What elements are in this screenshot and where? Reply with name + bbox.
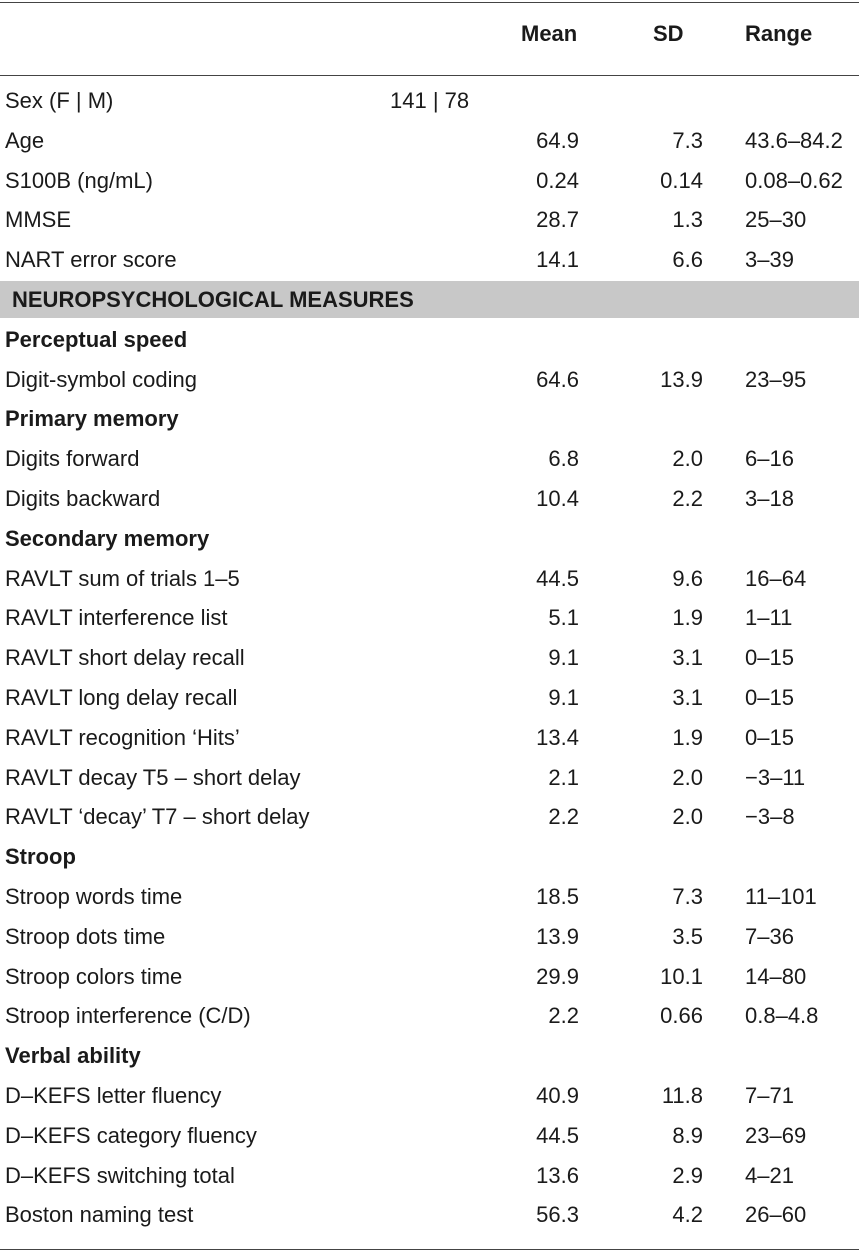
range-cell: 0–15 — [745, 684, 794, 710]
range-cell: 0–15 — [745, 645, 794, 671]
table-row — [0, 240, 859, 280]
sd-cell: 2.0 — [672, 446, 703, 472]
range-cell: 14–80 — [745, 963, 807, 989]
mean-cell: 9.1 — [548, 684, 579, 710]
range-cell: 6–16 — [745, 446, 794, 472]
row-label: NART error score — [5, 247, 177, 273]
row-label: RAVLT decay T5 – short delay — [5, 764, 301, 790]
range-cell: 11–101 — [745, 883, 817, 909]
table-row — [0, 1116, 859, 1156]
row-label: S100B (ng/mL) — [5, 167, 153, 193]
range-cell: 25–30 — [745, 207, 807, 233]
table-row — [0, 598, 859, 638]
mean-cell: 9.1 — [548, 645, 579, 671]
mean-cell: 29.9 — [536, 963, 579, 989]
row-label: RAVLT ‘decay’ T7 – short delay — [5, 804, 310, 830]
row-label: RAVLT long delay recall — [5, 684, 238, 710]
mean-cell: 40.9 — [536, 1082, 579, 1108]
range-cell: 23–69 — [745, 1122, 807, 1148]
table-row — [0, 877, 859, 917]
mean-cell: 2.2 — [548, 804, 579, 830]
range-cell: 16–64 — [745, 565, 807, 591]
sd-cell: 1.9 — [672, 724, 703, 750]
table-row — [0, 718, 859, 758]
range-cell: 4–21 — [745, 1162, 794, 1188]
sd-cell: 0.14 — [660, 167, 703, 193]
sd-cell: 8.9 — [672, 1122, 703, 1148]
row-label: D–KEFS category fluency — [5, 1122, 257, 1148]
range-cell: −3–8 — [745, 804, 795, 830]
table-row — [0, 559, 859, 599]
sd-cell: 1.9 — [672, 605, 703, 631]
mean-cell: 64.9 — [536, 127, 579, 153]
sd-cell: 2.9 — [672, 1162, 703, 1188]
table-top-rule — [0, 2, 859, 3]
table-body — [0, 81, 859, 1235]
row-label: RAVLT short delay recall — [5, 645, 245, 671]
mean-cell: 10.4 — [536, 485, 579, 511]
range-cell: 0.08–0.62 — [745, 167, 843, 193]
row-label: Age — [5, 127, 45, 153]
row-label: MMSE — [5, 207, 71, 233]
range-cell: 26–60 — [745, 1202, 807, 1228]
row-label: RAVLT recognition ‘Hits’ — [5, 724, 240, 750]
table-row — [0, 758, 859, 798]
sd-cell: 0.66 — [660, 1003, 703, 1029]
row-label: RAVLT sum of trials 1–5 — [5, 565, 240, 591]
table-row — [0, 1076, 859, 1116]
mean-cell: 2.2 — [548, 1003, 579, 1029]
table-row — [0, 917, 859, 957]
sd-cell: 11.8 — [661, 1082, 703, 1108]
row-label: D–KEFS switching total — [5, 1162, 235, 1188]
range-cell: 23–95 — [745, 366, 807, 392]
range-cell: 3–39 — [745, 247, 794, 273]
mean-cell: 64.6 — [536, 366, 579, 392]
column-header-range: Range — [745, 21, 813, 46]
group-label: Verbal ability — [5, 1043, 141, 1069]
mean-cell: 44.5 — [536, 565, 579, 591]
column-header-mean: Mean — [521, 21, 578, 46]
mean-cell: 0.24 — [536, 167, 579, 193]
mean-cell: 2.1 — [548, 764, 579, 790]
sd-cell: 9.6 — [672, 565, 703, 591]
range-cell: −3–11 — [745, 764, 806, 790]
row-label: RAVLT interference list — [5, 605, 228, 631]
group-label: Stroop — [5, 844, 76, 870]
table-row — [0, 200, 859, 240]
sd-cell: 3.1 — [672, 684, 703, 710]
group-header-row — [0, 837, 859, 877]
row-label: Stroop colors time — [5, 963, 183, 989]
mean-cell: 6.8 — [548, 446, 579, 472]
mean-cell: 28.7 — [536, 207, 579, 233]
group-label: Perceptual speed — [5, 326, 188, 352]
table-row — [0, 439, 859, 479]
sd-cell: 4.2 — [672, 1202, 703, 1228]
table-row — [0, 479, 859, 519]
table-row — [0, 678, 859, 718]
column-header-sd: SD — [653, 21, 684, 46]
group-label: Primary memory — [5, 406, 179, 432]
row-label: Digits forward — [5, 446, 140, 472]
extra-value-cell: 141 | 78 — [390, 88, 470, 113]
sd-cell: 1.3 — [672, 207, 703, 233]
row-label: Digits backward — [5, 485, 161, 511]
range-cell: 7–71 — [745, 1082, 794, 1108]
mean-cell: 13.4 — [536, 724, 579, 750]
table-row — [0, 81, 859, 121]
mean-cell: 56.3 — [536, 1202, 579, 1228]
table-row — [0, 797, 859, 837]
range-cell: 3–18 — [745, 485, 794, 511]
table-row — [0, 1195, 859, 1235]
mean-cell: 5.1 — [548, 605, 579, 631]
row-label: Stroop dots time — [5, 923, 166, 949]
section-label: NEUROPSYCHOLOGICAL MEASURES — [12, 286, 414, 312]
table-row — [0, 121, 859, 161]
mean-cell: 44.5 — [536, 1122, 579, 1148]
sd-cell: 7.3 — [672, 883, 703, 909]
range-cell: 1–11 — [745, 605, 793, 631]
range-cell: 7–36 — [745, 923, 794, 949]
table-row — [0, 161, 859, 201]
sd-cell: 2.0 — [672, 804, 703, 830]
mean-cell: 13.9 — [536, 923, 579, 949]
sd-cell: 2.2 — [672, 485, 703, 511]
row-label: Stroop words time — [5, 883, 183, 909]
range-cell: 0.8–4.8 — [745, 1003, 819, 1029]
group-header-row — [0, 1036, 859, 1076]
group-header-row — [0, 399, 859, 439]
sd-cell: 3.1 — [672, 645, 703, 671]
group-header-row — [0, 519, 859, 559]
table-row — [0, 957, 859, 997]
sd-cell: 2.0 — [672, 764, 703, 790]
table-bottom-rule — [0, 1249, 859, 1250]
sd-cell: 6.6 — [672, 247, 703, 273]
table-row — [0, 996, 859, 1036]
table-row — [0, 638, 859, 678]
range-cell: 0–15 — [745, 724, 794, 750]
group-header-row — [0, 320, 859, 360]
section-header-row — [0, 280, 859, 320]
sd-cell: 3.5 — [672, 923, 703, 949]
mean-cell: 13.6 — [536, 1162, 579, 1188]
table-row — [0, 360, 859, 400]
range-cell: 43.6–84.2 — [745, 127, 843, 153]
row-label: Digit-symbol coding — [5, 366, 197, 392]
row-label: Boston naming test — [5, 1202, 194, 1228]
row-label: Sex (F | M) — [5, 88, 114, 113]
sd-cell: 10.1 — [660, 963, 703, 989]
table-row — [0, 1156, 859, 1196]
row-label: D–KEFS letter fluency — [5, 1082, 222, 1108]
sd-cell: 7.3 — [672, 127, 703, 153]
mean-cell: 14.1 — [536, 247, 579, 273]
header-rule — [0, 75, 859, 76]
mean-cell: 18.5 — [536, 883, 579, 909]
row-label: Stroop interference (C/D) — [5, 1003, 251, 1029]
group-label: Secondary memory — [5, 525, 210, 551]
sd-cell: 13.9 — [660, 366, 703, 392]
